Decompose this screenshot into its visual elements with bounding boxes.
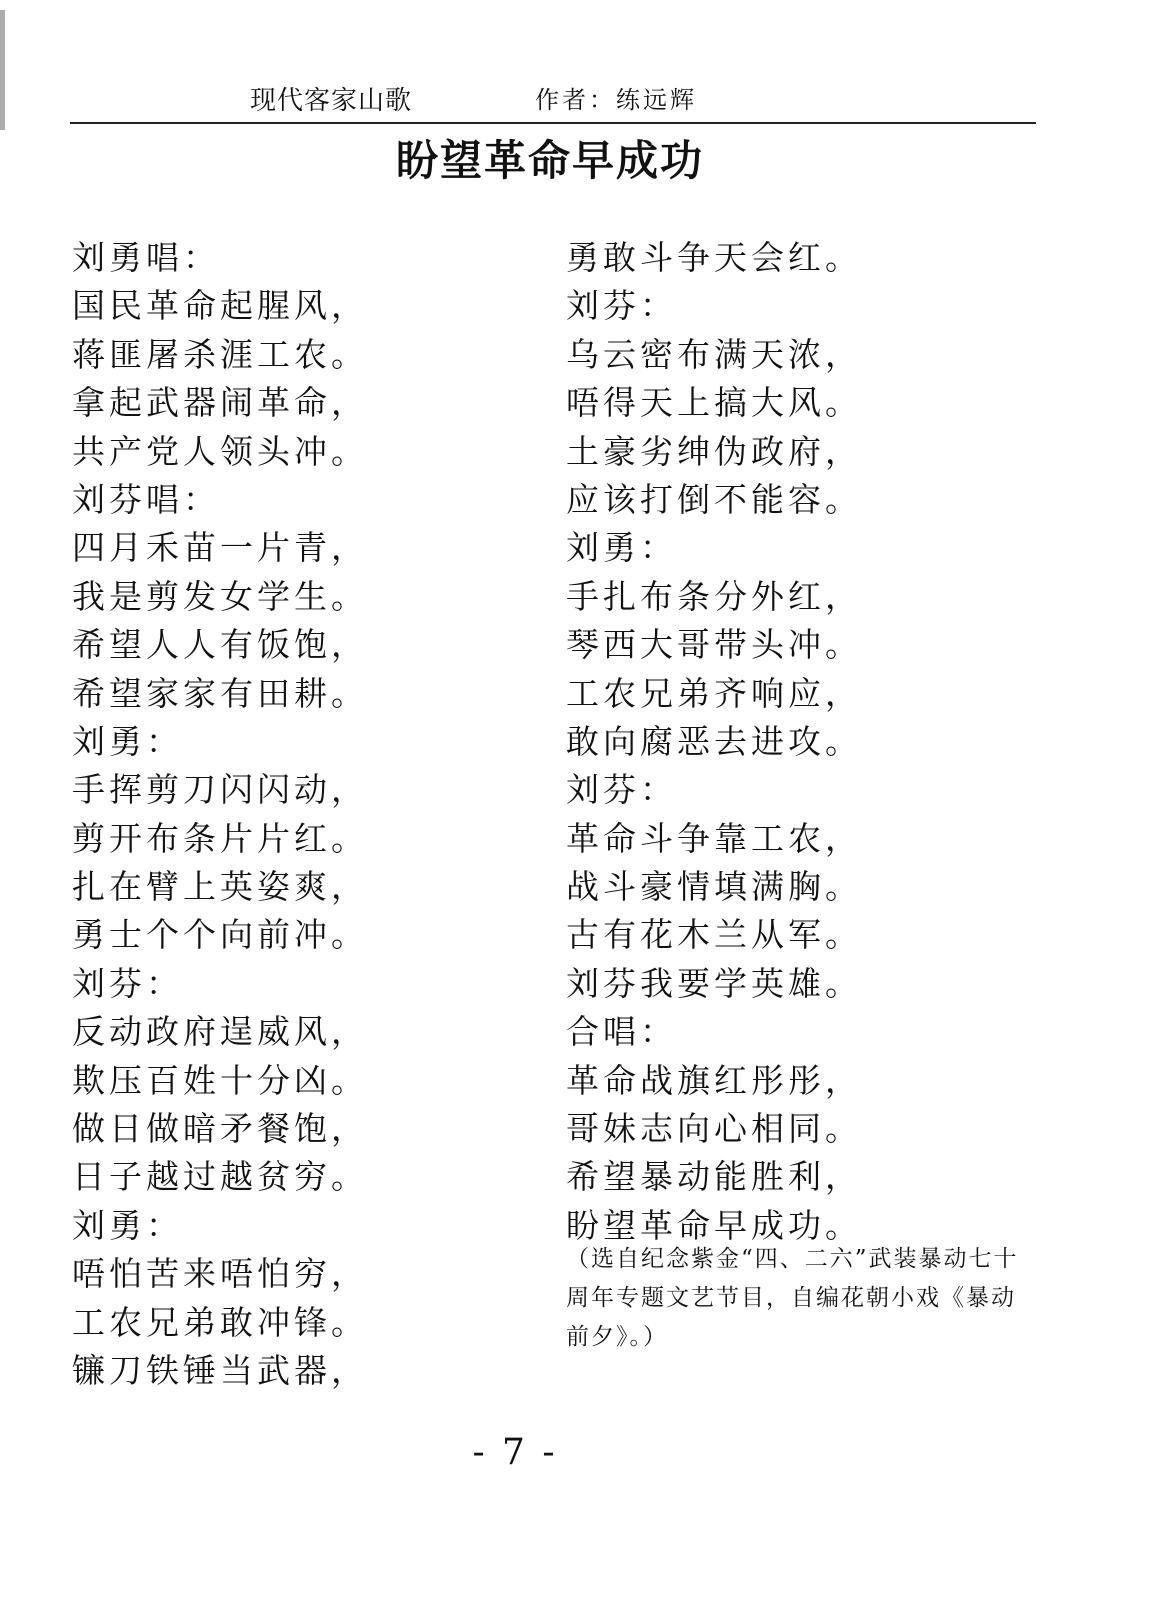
lyric-line: 盼望革命早成功。 [566, 1205, 862, 1245]
lyric-line: 共产党人领头冲。 [72, 431, 368, 471]
lyric-line: 革命斗争靠工农， [566, 818, 862, 858]
lyric-line: 刘勇： [566, 528, 677, 568]
lyric-line: 古有花木兰从军。 [566, 915, 862, 955]
lyric-line: 革命战旗红彤彤， [566, 1060, 862, 1100]
lyric-line: 刘芬我要学英雄。 [566, 963, 862, 1003]
lyric-line: 蒋匪屠杀涯工农。 [72, 334, 368, 374]
lyric-line: 四月禾苗一片青， [72, 528, 368, 568]
lyric-line: 勇士个个向前冲。 [72, 915, 368, 955]
lyric-line: 土豪劣绅伪政府， [566, 431, 862, 471]
lyric-line: 反动政府逞威风， [72, 1012, 368, 1052]
author-credit: 作者：练远辉 [535, 86, 697, 114]
lyric-line: 乌云密布满天浓， [566, 334, 862, 374]
lyrics-column-left [72, 234, 512, 1395]
lyric-line: 合唱： [566, 1012, 677, 1052]
lyric-line: 日子越过越贫穷。 [72, 1157, 368, 1197]
lyric-line: 镰刀铁锤当武器， [72, 1350, 368, 1390]
lyric-line: 工农兄弟敢冲锋。 [72, 1302, 368, 1342]
lyric-line: 刘芬唱： [72, 479, 220, 519]
lyric-line: 琴西大哥带头冲。 [566, 625, 862, 665]
lyric-line: 刘勇： [72, 1205, 183, 1245]
lyric-line: 敢向腐恶去进攻。 [566, 721, 862, 761]
lyric-line: 刘芬： [72, 963, 183, 1003]
lyric-line: 勇敢斗争天会红。 [566, 238, 862, 277]
lyric-line: 扎在臂上英姿爽， [72, 867, 368, 907]
lyric-line: 我是剪发女学生。 [72, 576, 368, 616]
lyric-line: 刘芬： [566, 286, 677, 326]
lyric-line: 希望暴动能胜利， [566, 1157, 862, 1197]
lyric-line: 剪开布条片片红。 [72, 818, 368, 858]
page-number: - 7 - [472, 1432, 558, 1473]
scan-edge-mark [0, 10, 5, 130]
lyric-line: 刘勇唱： [72, 238, 220, 277]
lyric-line: 唔得天上搞大风。 [566, 383, 862, 423]
source-note: （选自纪念紫金“四、二六”武装暴动七十周年专题文艺节目，自编花朝小戏《暴动前夕》。） [566, 1246, 1019, 1350]
lyric-line: 刘芬： [566, 770, 677, 810]
lyric-line: 做日做暗矛餐饱， [72, 1109, 368, 1149]
page-header [70, 78, 1036, 124]
lyric-line: 唔怕苦来唔怕穷， [72, 1254, 368, 1294]
lyric-line: 希望人人有饭饱， [72, 625, 368, 665]
lyric-line: 国民革命起腥风， [72, 286, 368, 326]
lyric-line: 工农兄弟齐响应， [566, 673, 862, 713]
lyric-line: 哥妹志向心相同。 [566, 1109, 862, 1149]
song-title: 盼望革命早成功 [395, 136, 704, 185]
lyric-line: 手挥剪刀闪闪动， [72, 770, 368, 810]
series-title: 现代客家山歌 [250, 86, 413, 116]
lyric-line: 欺压百姓十分凶。 [72, 1060, 368, 1100]
lyric-line: 希望家家有田耕。 [72, 673, 368, 713]
lyric-line: 应该打倒不能容。 [566, 479, 862, 519]
lyric-line: 刘勇： [72, 721, 183, 761]
lyric-line: 拿起武器闹革命， [72, 383, 368, 423]
lyric-line: 手扎布条分外红， [566, 576, 862, 616]
lyrics-column-right [566, 234, 1026, 1250]
lyric-line: 战斗豪情填满胸。 [566, 867, 862, 907]
